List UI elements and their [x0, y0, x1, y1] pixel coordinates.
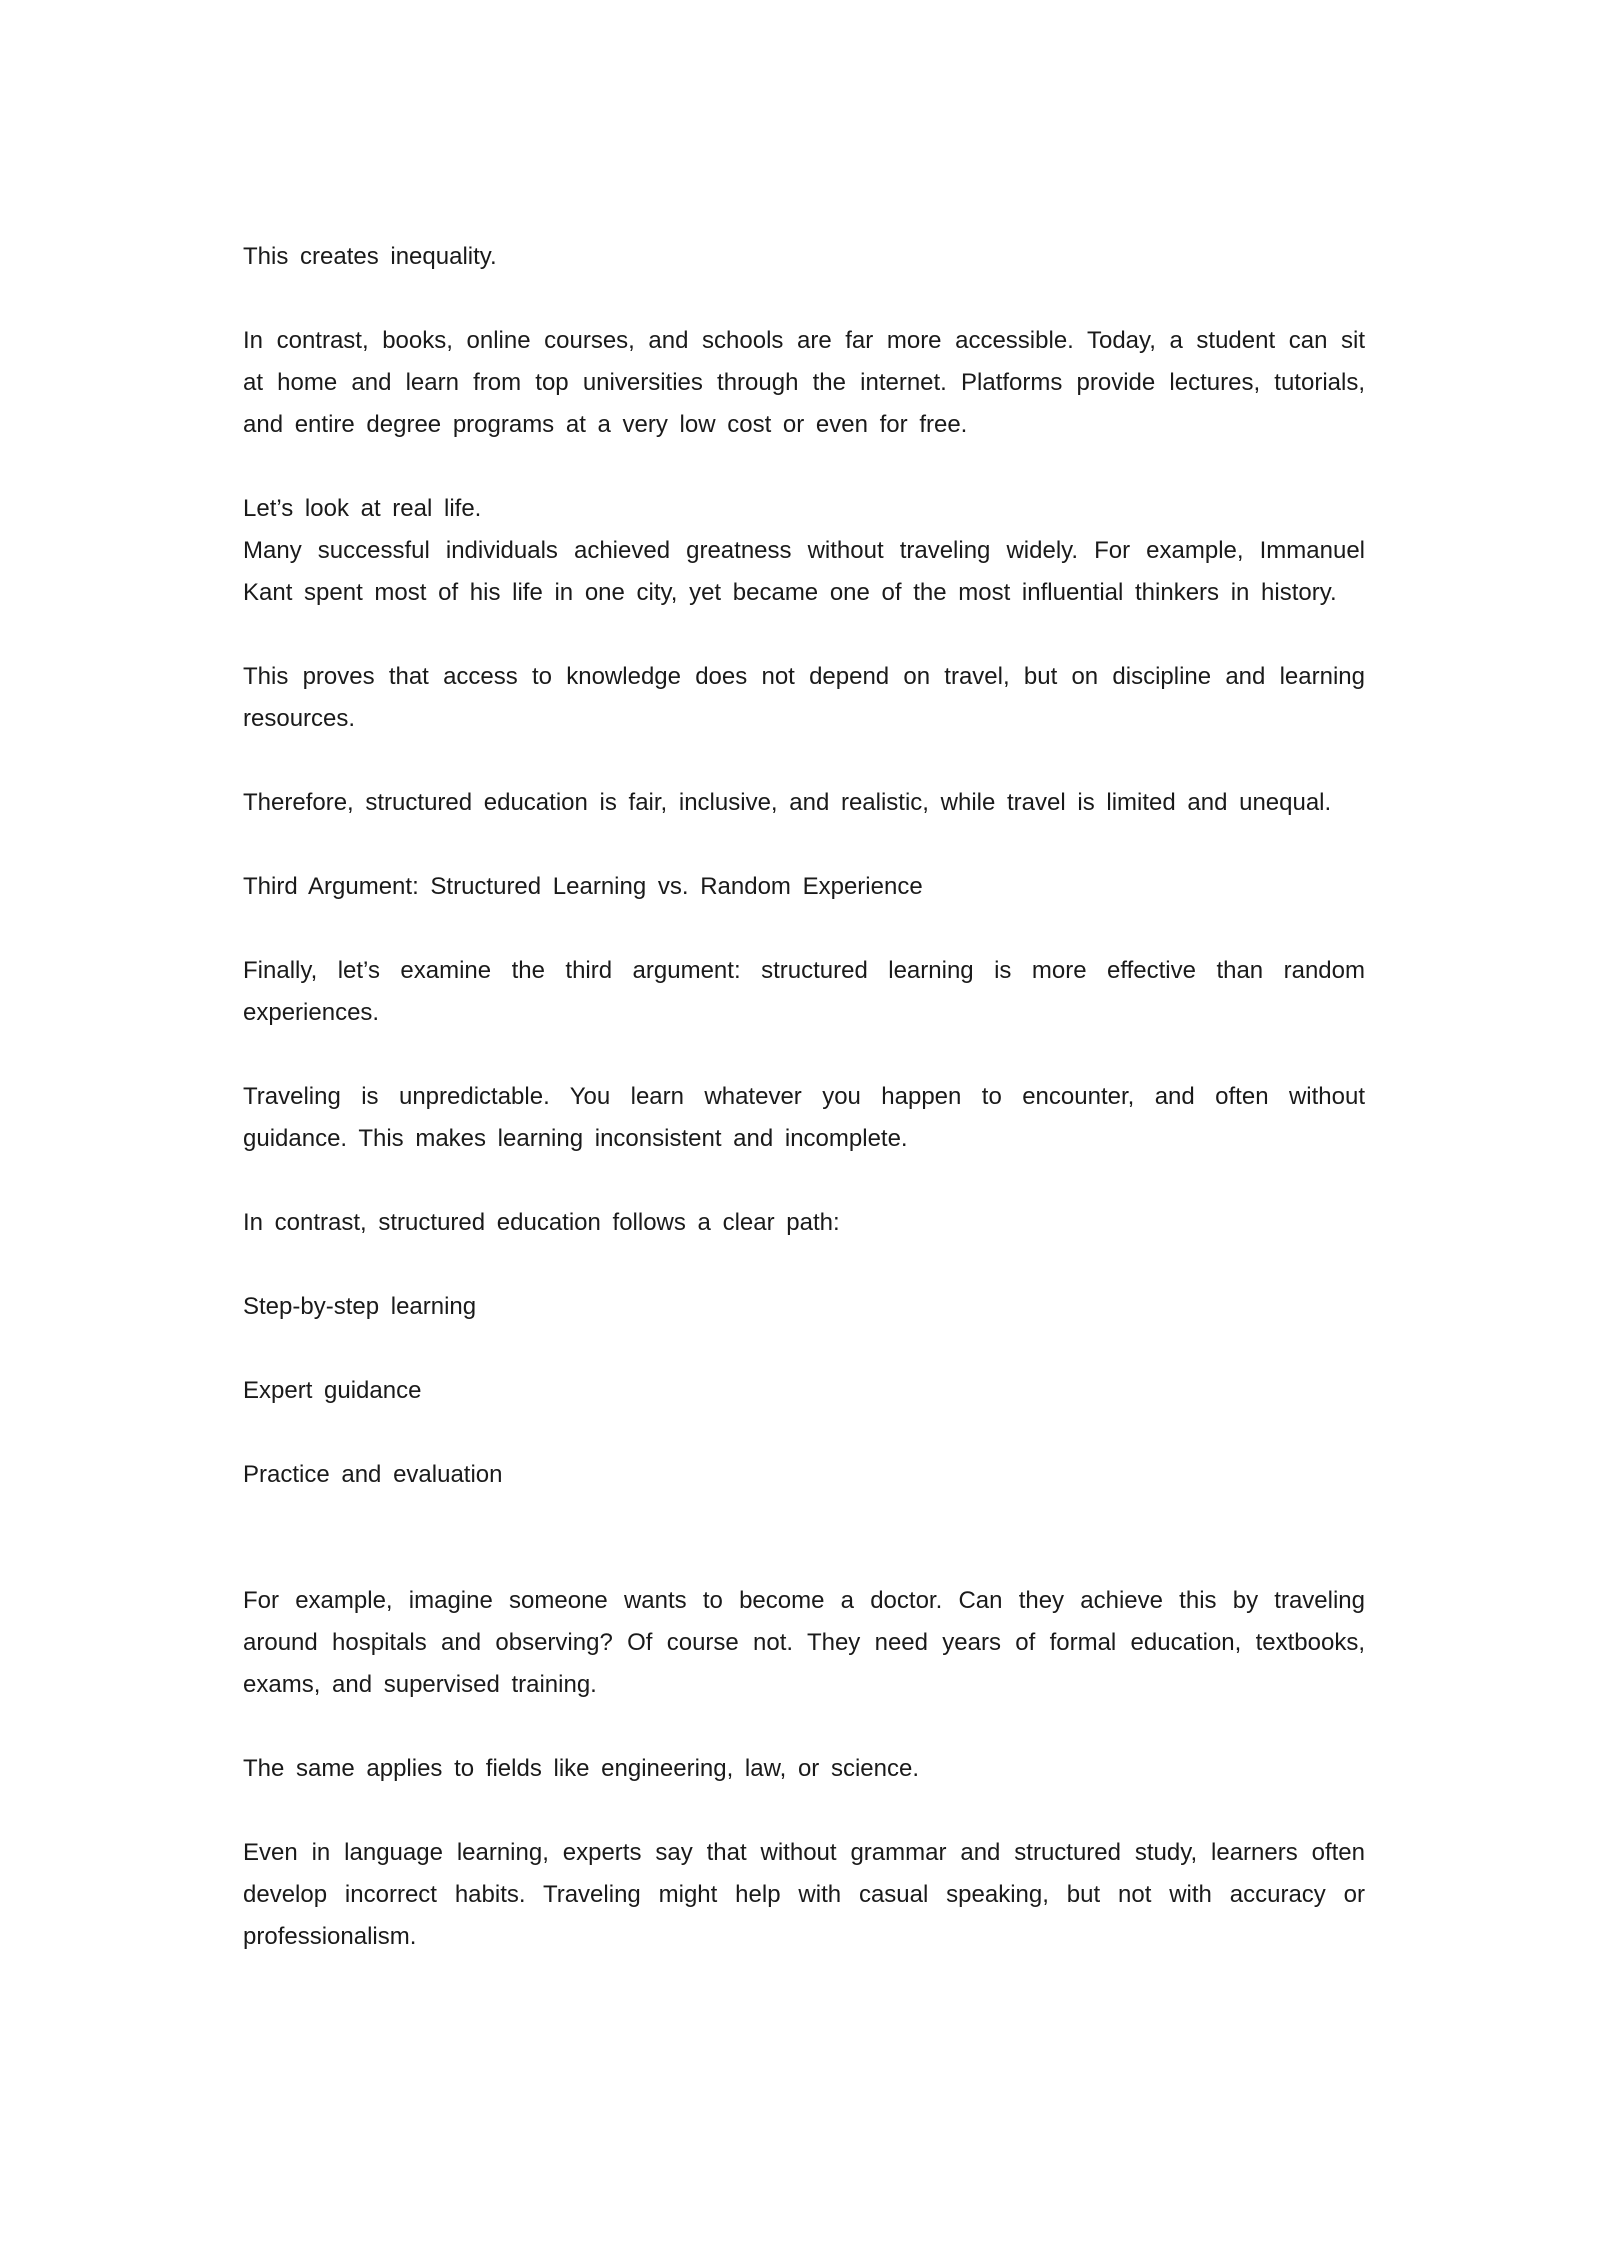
paragraph-therefore: Therefore, structured education is fair, inclusive, and realistic, while travel is limited and unequal.	[243, 789, 1332, 816]
paragraph-language-learning: Even in language learning, experts say that without grammar and structured study, learners often develop incorrect habits. Traveling might help with casual speaking, but not with accuracy or professionalism.	[243, 1839, 1365, 1950]
paragraph-real-life: Let’s look at real life.	[243, 495, 482, 522]
list-item-step-by-step: Step-by-step learning	[243, 1293, 477, 1320]
paragraph-third-argument-intro: Finally, let’s examine the third argument: structured learning is more effective than random experiences.	[243, 957, 1365, 1026]
list-item-practice-evaluation: Practice and evaluation	[243, 1461, 503, 1488]
section-heading-third-argument: Third Argument: Structured Learning vs. Random Experience	[243, 873, 923, 900]
paragraph-kant-example: Many successful individuals achieved greatness without traveling widely. For example, Immanuel Kant spent most of his life in one city, yet became one of the most influential thinkers in history.	[243, 537, 1365, 606]
paragraph-clear-path: In contrast, structured education follows a clear path:	[243, 1209, 840, 1236]
paragraph-accessible-resources: In contrast, books, online courses, and schools are far more accessible. Today, a student can sit at home and learn from top universities through the internet. Platforms provide lectures, tutorials, and entire degree programs at a very low cost or even for free.	[243, 327, 1365, 438]
paragraph-other-fields: The same applies to fields like engineering, law, or science.	[243, 1755, 920, 1782]
document-body	[243, 236, 1365, 1958]
paragraph-doctor-example: For example, imagine someone wants to become a doctor. Can they achieve this by traveling around hospitals and observing? Of course not. They need years of formal education, textbooks, exams, and supervised training.	[243, 1587, 1365, 1698]
list-item-expert-guidance: Expert guidance	[243, 1377, 422, 1404]
paragraph-access-discipline: This proves that access to knowledge does not depend on travel, but on discipline and learning resources.	[243, 663, 1365, 732]
paragraph-travel-unpredictable: Traveling is unpredictable. You learn whatever you happen to encounter, and often without guidance. This makes learning inconsistent and incomplete.	[243, 1083, 1365, 1152]
paragraph-inequality: This creates inequality.	[243, 243, 497, 270]
